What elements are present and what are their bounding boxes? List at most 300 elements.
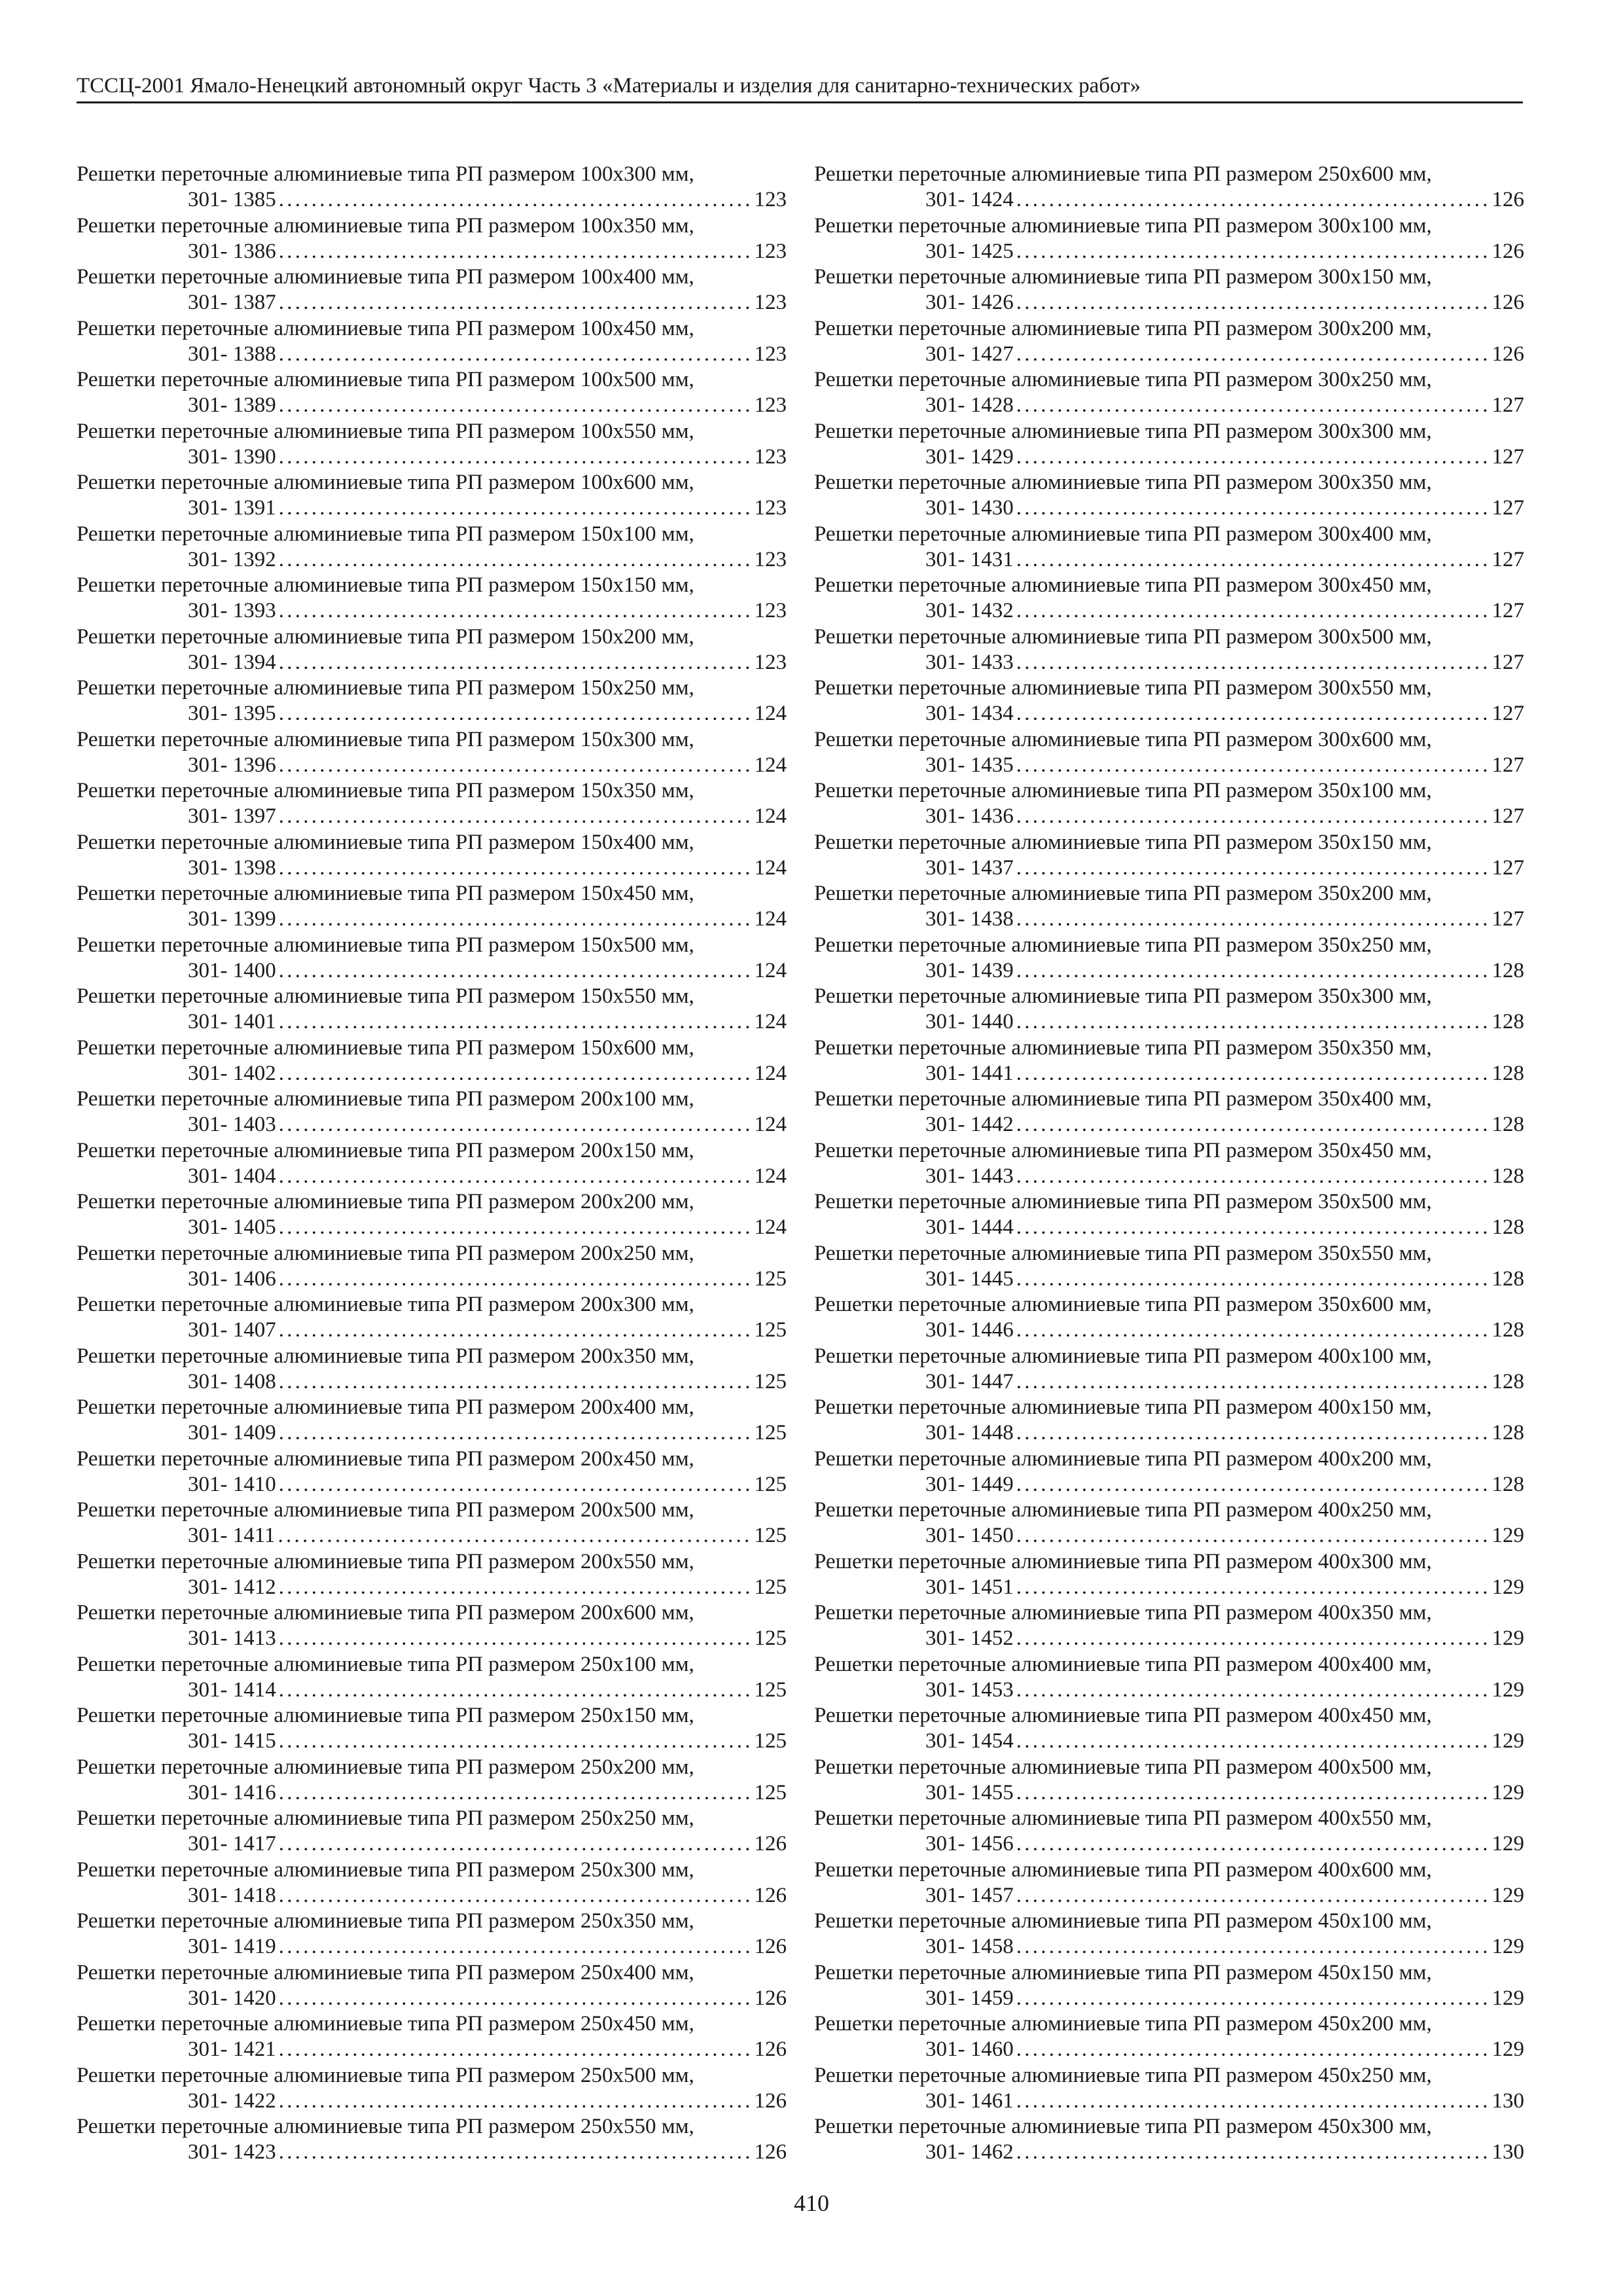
entry-reference-line	[814, 1729, 1524, 1754]
dot-leader	[279, 1420, 752, 1446]
entry-code: 301- 1438	[925, 907, 1014, 931]
entry-reference-line	[814, 1472, 1524, 1498]
entry-page-number: 128	[1491, 1318, 1524, 1342]
entry-page-number: 130	[1491, 2089, 1524, 2113]
dot-leader	[279, 855, 752, 881]
entry-page-number: 129	[1491, 1986, 1524, 2010]
index-entry	[814, 264, 1524, 316]
entry-code: 301- 1391	[188, 496, 276, 520]
entry-page-number: 124	[754, 1215, 787, 1239]
entry-page-number: 128	[1491, 1472, 1524, 1496]
entry-code: 301- 1395	[188, 702, 276, 725]
entry-code: 301- 1393	[188, 599, 276, 622]
entry-page-number: 126	[1491, 188, 1524, 211]
entry-title: Решетки переточные алюминиевые типа РП размером 100x550 мм,	[77, 419, 694, 443]
entry-code: 301- 1427	[925, 342, 1014, 366]
entry-title: Решетки переточные алюминиевые типа РП размером 300x100 мм,	[814, 213, 1432, 238]
entry-title: Решетки переточные алюминиевые типа РП размером 200x450 мм,	[77, 1446, 694, 1471]
entry-page-number: 128	[1491, 1164, 1524, 1188]
dot-leader	[279, 290, 752, 315]
entry-reference-line	[77, 2089, 787, 2114]
entry-title: Решетки переточные алюминиевые типа РП размером 200x600 мм,	[77, 1601, 694, 1624]
entry-title: Решетки переточные алюминиевые типа РП размером 450x100 мм,	[814, 1909, 1432, 1933]
index-entry	[814, 2011, 1524, 2063]
entry-page-number: 124	[754, 804, 787, 828]
entry-code: 301- 1441	[925, 1061, 1014, 1085]
entry-title: Решетки переточные алюминиевые типа РП размером 350x250 мм,	[814, 933, 1432, 957]
dot-leader	[1016, 1009, 1489, 1035]
index-entry	[814, 522, 1524, 573]
index-entry	[814, 984, 1524, 1035]
entry-code: 301- 1417	[188, 1832, 276, 1856]
index-entry	[814, 778, 1524, 830]
entry-reference-line	[77, 1986, 787, 2011]
entry-title: Решетки переточные алюминиевые типа РП размером 350x500 мм,	[814, 1190, 1432, 1213]
entry-page-number: 127	[1491, 702, 1524, 725]
entry-code: 301- 1409	[188, 1421, 276, 1444]
entry-page-number: 128	[1491, 1061, 1524, 1085]
entry-reference-line	[814, 701, 1524, 726]
entry-page-number: 123	[754, 291, 787, 314]
entry-page-number: 124	[754, 1113, 787, 1136]
index-entry	[77, 367, 787, 419]
entry-code: 301- 1423	[188, 2140, 276, 2164]
entry-title: Решетки переточные алюминиевые типа РП размером 300x150 мм,	[814, 265, 1432, 289]
dot-leader	[1016, 1883, 1489, 1909]
dot-leader	[1016, 2140, 1489, 2165]
entry-reference-line	[77, 290, 787, 315]
entry-page-number: 129	[1491, 1524, 1524, 1547]
entry-code: 301- 1452	[925, 1626, 1014, 1650]
entry-title: Решетки переточные алюминиевые типа РП размером 150x200 мм,	[77, 624, 694, 649]
entry-title: Решетки переточные алюминиевые типа РП размером 450x300 мм,	[814, 2115, 1432, 2138]
entry-title: Решетки переточные алюминиевые типа РП размером 200x350 мм,	[77, 1344, 694, 1368]
entry-page-number: 124	[754, 1061, 787, 1085]
entry-reference-line	[814, 2089, 1524, 2114]
entry-page-number: 130	[1491, 2140, 1524, 2164]
entry-title: Решетки переточные алюминиевые типа РП размером 300x450 мм,	[814, 573, 1432, 597]
index-entry	[77, 1241, 787, 1293]
dot-leader	[1016, 1575, 1489, 1600]
dot-leader	[279, 1831, 752, 1857]
entry-code: 301- 1444	[925, 1215, 1014, 1239]
index-entry	[77, 213, 787, 265]
entry-page-number: 127	[1491, 804, 1524, 828]
entry-code: 301- 1400	[188, 958, 276, 982]
entry-reference-line	[77, 1523, 787, 1549]
dot-leader	[1016, 1780, 1489, 1806]
entry-title: Решетки переточные алюминиевые типа РП размером 150x450 мм,	[77, 882, 694, 905]
entry-code: 301- 1426	[925, 291, 1014, 314]
entry-title: Решетки переточные алюминиевые типа РП размером 300x500 мм,	[814, 624, 1432, 649]
entry-title: Решетки переточные алюминиевые типа РП размером 400x450 мм,	[814, 1704, 1432, 1727]
entry-code: 301- 1443	[925, 1164, 1014, 1188]
entry-reference-line	[814, 2140, 1524, 2165]
entry-page-number: 123	[754, 188, 787, 211]
entry-page-number: 127	[1491, 907, 1524, 931]
dot-leader	[279, 1266, 752, 1292]
entry-title: Решетки переточные алюминиевые типа РП размером 100x350 мм,	[77, 213, 694, 238]
entry-reference-line	[814, 444, 1524, 470]
index-entry	[77, 1549, 787, 1601]
dot-leader	[1016, 1729, 1489, 1754]
dot-leader	[279, 1164, 752, 1189]
entry-reference-line	[77, 2140, 787, 2165]
entry-title: Решетки переточные алюминиевые типа РП размером 300x200 мм,	[814, 316, 1432, 340]
entry-reference-line	[77, 906, 787, 932]
entry-reference-line	[77, 444, 787, 470]
entry-title: Решетки переточные алюминиевые типа РП размером 250x300 мм,	[77, 1857, 694, 1882]
index-entry	[77, 1446, 787, 1498]
entry-title: Решетки переточные алюминиевые типа РП размером 150x600 мм,	[77, 1035, 694, 1060]
dot-leader	[279, 1729, 752, 1754]
entry-reference-line	[814, 958, 1524, 984]
entry-title: Решетки переточные алюминиевые типа РП размером 200x300 мм,	[77, 1293, 694, 1316]
index-entry	[814, 830, 1524, 882]
dot-leader	[1016, 1215, 1489, 1240]
dot-leader	[1016, 1266, 1489, 1292]
entry-page-number: 126	[754, 1935, 787, 1958]
index-entry	[814, 1755, 1524, 1806]
index-entry	[77, 1344, 787, 1395]
entry-code: 301- 1428	[925, 393, 1014, 417]
dot-leader	[279, 1061, 752, 1086]
dot-leader	[1016, 804, 1489, 829]
running-header: ТССЦ-2001 Ямало-Ненецкий автономный округ Часть 3 «Материалы и изделия для санитарно-технических работ»	[77, 73, 1523, 103]
entry-reference-line	[77, 1472, 787, 1498]
entry-title: Решетки переточные алюминиевые типа РП размером 200x150 мм,	[77, 1138, 694, 1162]
index-entry	[77, 2114, 787, 2166]
dot-leader	[1016, 1986, 1489, 2011]
page-number: 410	[794, 2190, 829, 2216]
entry-page-number: 124	[754, 702, 787, 725]
dot-leader	[279, 187, 752, 213]
entry-code: 301- 1412	[188, 1575, 276, 1599]
entry-code: 301- 1461	[925, 2089, 1014, 2113]
index-entry	[814, 367, 1524, 419]
entry-title: Решетки переточные алюминиевые типа РП размером 200x400 мм,	[77, 1395, 694, 1419]
entry-reference-line	[77, 1575, 787, 1600]
entry-page-number: 123	[754, 342, 787, 366]
entry-reference-line	[77, 1369, 787, 1395]
entry-code: 301- 1414	[188, 1677, 276, 1702]
entry-code: 301- 1453	[925, 1677, 1014, 1702]
index-entry	[77, 1703, 787, 1755]
dot-leader	[1016, 1626, 1489, 1651]
entry-page-number: 123	[754, 444, 787, 469]
entry-reference-line	[814, 1626, 1524, 1651]
index-entry	[814, 1241, 1524, 1293]
entry-code: 301- 1385	[188, 188, 276, 211]
index-entry	[77, 1960, 787, 2012]
entry-page-number: 124	[754, 907, 787, 931]
entry-code: 301- 1455	[925, 1780, 1014, 1804]
entry-page-number: 129	[1491, 1935, 1524, 1958]
entry-page-number: 129	[1491, 1832, 1524, 1856]
entry-page-number: 128	[1491, 1421, 1524, 1444]
entry-page-number: 126	[754, 2089, 787, 2113]
dot-leader	[1016, 342, 1489, 367]
entry-reference-line	[77, 187, 787, 213]
index-entry	[814, 162, 1524, 213]
entry-page-number: 129	[1491, 1626, 1524, 1650]
entry-reference-line	[814, 650, 1524, 675]
index-entry	[814, 1909, 1524, 1960]
dot-leader	[1016, 1831, 1489, 1857]
index-entry	[77, 881, 787, 933]
entry-title: Решетки переточные алюминиевые типа РП размером 150x550 мм,	[77, 984, 694, 1008]
dot-leader	[1016, 239, 1489, 264]
index-entry	[77, 624, 787, 676]
index-entry	[814, 1857, 1524, 1909]
entry-title: Решетки переточные алюминиевые типа РП размером 300x550 мм,	[814, 676, 1432, 700]
index-entry	[77, 675, 787, 727]
index-entry	[77, 1806, 787, 1857]
entry-code: 301- 1397	[188, 804, 276, 828]
entry-title: Решетки переточные алюминиевые типа РП размером 100x500 мм,	[77, 368, 694, 391]
entry-page-number: 128	[1491, 1266, 1524, 1291]
index-entry	[77, 573, 787, 624]
dot-leader	[1016, 495, 1489, 521]
entry-code: 301- 1456	[925, 1832, 1014, 1856]
index-entry	[77, 933, 787, 984]
entry-reference-line	[814, 239, 1524, 264]
entry-reference-line	[77, 1420, 787, 1446]
entry-page-number: 128	[1491, 1113, 1524, 1136]
entry-title: Решетки переточные алюминиевые типа РП размером 350x600 мм,	[814, 1293, 1432, 1316]
entry-code: 301- 1430	[925, 496, 1014, 520]
entry-title: Решетки переточные алюминиевые типа РП размером 350x550 мм,	[814, 1241, 1432, 1265]
entry-reference-line	[77, 1061, 787, 1086]
entry-code: 301- 1440	[925, 1010, 1014, 1033]
index-entry	[77, 830, 787, 882]
entry-reference-line	[814, 187, 1524, 213]
index-entry	[77, 264, 787, 316]
index-entry	[814, 1189, 1524, 1241]
entry-title: Решетки переточные алюминиевые типа РП размером 350x200 мм,	[814, 882, 1432, 905]
index-entry	[77, 1498, 787, 1549]
entry-reference-line	[77, 958, 787, 984]
entry-reference-line	[77, 1934, 787, 1960]
entry-code: 301- 1386	[188, 239, 276, 263]
entry-code: 301- 1398	[188, 855, 276, 880]
index-entry	[814, 1703, 1524, 1755]
index-entry	[814, 1292, 1524, 1344]
index-entry	[814, 1035, 1524, 1087]
entry-page-number: 125	[754, 1729, 787, 1753]
entry-title: Решетки переточные алюминиевые типа РП размером 200x550 мм,	[77, 1549, 694, 1573]
entry-code: 301- 1448	[925, 1421, 1014, 1444]
entry-page-number: 124	[754, 855, 787, 880]
dot-leader	[279, 1112, 752, 1138]
entry-reference-line	[77, 495, 787, 521]
dot-leader	[279, 1780, 752, 1806]
entry-title: Решетки переточные алюминиевые типа РП размером 350x100 мм,	[814, 779, 1432, 802]
entry-reference-line	[814, 495, 1524, 521]
entry-page-number: 123	[754, 650, 787, 674]
entry-title: Решетки переточные алюминиевые типа РП размером 400x350 мм,	[814, 1601, 1432, 1624]
dot-leader	[1016, 906, 1489, 932]
index-column-left	[77, 162, 787, 2166]
entry-reference-line	[814, 1986, 1524, 2011]
entry-code: 301- 1402	[188, 1061, 276, 1085]
entry-reference-line	[77, 1831, 787, 1857]
entry-title: Решетки переточные алюминиевые типа РП размером 300x300 мм,	[814, 419, 1432, 443]
dot-leader	[279, 753, 752, 778]
entry-code: 301- 1387	[188, 291, 276, 314]
index-entry	[814, 727, 1524, 779]
entry-page-number: 124	[754, 1164, 787, 1188]
entry-title: Решетки переточные алюминиевые типа РП размером 450x150 мм,	[814, 1960, 1432, 1984]
entry-title: Решетки переточные алюминиевые типа РП размером 200x250 мм,	[77, 1241, 694, 1265]
entry-reference-line	[814, 1164, 1524, 1189]
entry-reference-line	[77, 1318, 787, 1343]
entry-page-number: 126	[1491, 239, 1524, 263]
entry-page-number: 125	[754, 1266, 787, 1291]
index-entry	[814, 881, 1524, 933]
entry-page-number: 124	[754, 753, 787, 777]
entry-page-number: 126	[1491, 342, 1524, 366]
dot-leader	[279, 1883, 752, 1909]
entry-title: Решетки переточные алюминиевые типа РП размером 150x400 мм,	[77, 830, 694, 854]
index-entry	[77, 162, 787, 213]
entry-title: Решетки переточные алюминиевые типа РП размером 100x300 мм,	[77, 162, 694, 186]
entry-reference-line	[77, 598, 787, 624]
index-entry	[77, 778, 787, 830]
entry-title: Решетки переточные алюминиевые типа РП размером 250x100 мм,	[77, 1652, 694, 1676]
entry-reference-line	[77, 1112, 787, 1138]
dot-leader	[279, 650, 752, 675]
index-entry	[814, 316, 1524, 368]
entry-code: 301- 1431	[925, 547, 1014, 571]
entry-reference-line	[77, 1266, 787, 1292]
entry-page-number: 126	[1491, 291, 1524, 314]
entry-code: 301- 1399	[188, 907, 276, 931]
entry-title: Решетки переточные алюминиевые типа РП размером 150x150 мм,	[77, 573, 694, 597]
entry-page-number: 126	[754, 2140, 787, 2164]
entry-code: 301- 1447	[925, 1369, 1014, 1393]
dot-leader	[279, 1215, 752, 1240]
dot-leader	[1016, 598, 1489, 624]
entry-code: 301- 1390	[188, 444, 276, 469]
dot-leader	[279, 1009, 752, 1035]
entry-code: 301- 1435	[925, 753, 1014, 777]
entry-page-number: 128	[1491, 1369, 1524, 1393]
index-entry	[77, 1652, 787, 1704]
dot-leader	[279, 1472, 752, 1498]
entry-title: Решетки переточные алюминиевые типа РП размером 300x250 мм,	[814, 368, 1432, 391]
entry-code: 301- 1411	[188, 1524, 276, 1547]
index-entry	[814, 2063, 1524, 2115]
entry-code: 301- 1429	[925, 444, 1014, 469]
entry-reference-line	[77, 1215, 787, 1240]
dot-leader	[279, 1575, 752, 1600]
entry-reference-line	[814, 1215, 1524, 1240]
dot-leader	[279, 804, 752, 829]
entry-title: Решетки переточные алюминиевые типа РП размером 250x400 мм,	[77, 1960, 694, 1984]
entry-title: Решетки переточные алюминиевые типа РП размером 400x150 мм,	[814, 1395, 1432, 1419]
index-entry	[77, 1755, 787, 1806]
entry-page-number: 127	[1491, 393, 1524, 417]
entry-code: 301- 1394	[188, 650, 276, 674]
entry-page-number: 123	[754, 496, 787, 520]
entry-code: 301- 1389	[188, 393, 276, 417]
entry-title: Решетки переточные алюминиевые типа РП размером 200x200 мм,	[77, 1190, 694, 1213]
entry-title: Решетки переточные алюминиевые типа РП размером 200x500 мм,	[77, 1498, 694, 1522]
dot-leader	[1016, 393, 1489, 418]
index-entry	[77, 2063, 787, 2115]
entry-reference-line	[77, 2037, 787, 2062]
entry-code: 301- 1425	[925, 239, 1014, 263]
dot-leader	[1016, 1061, 1489, 1086]
entry-reference-line	[77, 650, 787, 675]
entry-page-number: 129	[1491, 1575, 1524, 1599]
dot-leader	[279, 701, 752, 726]
dot-leader	[279, 444, 752, 470]
dot-leader	[279, 393, 752, 418]
index-entry	[77, 470, 787, 522]
dot-leader	[1016, 753, 1489, 778]
entry-page-number: 123	[754, 393, 787, 417]
dot-leader	[1016, 2089, 1489, 2114]
entry-code: 301- 1408	[188, 1369, 276, 1393]
dot-leader	[279, 1369, 752, 1395]
index-entry	[77, 1857, 787, 1909]
entry-title: Решетки переточные алюминиевые типа РП размером 400x100 мм,	[814, 1344, 1432, 1368]
entry-code: 301- 1442	[925, 1113, 1014, 1136]
entry-title: Решетки переточные алюминиевые типа РП размером 250x250 мм,	[77, 1806, 694, 1830]
entry-code: 301- 1459	[925, 1986, 1014, 2010]
dot-leader	[1016, 547, 1489, 573]
entry-page-number: 124	[754, 1010, 787, 1033]
entry-reference-line	[77, 855, 787, 881]
dot-leader	[279, 1934, 752, 1960]
index-entry	[814, 2114, 1524, 2166]
entry-reference-line	[814, 1523, 1524, 1549]
index-entry	[77, 1189, 787, 1241]
entry-code: 301- 1418	[188, 1883, 276, 1907]
index-entry	[77, 316, 787, 368]
dot-leader	[1016, 1677, 1489, 1703]
entry-reference-line	[77, 753, 787, 778]
entry-code: 301- 1407	[188, 1318, 276, 1342]
entry-reference-line	[814, 547, 1524, 573]
entry-title: Решетки переточные алюминиевые типа РП размером 350x300 мм,	[814, 984, 1432, 1008]
entry-title: Решетки переточные алюминиевые типа РП размером 400x250 мм,	[814, 1498, 1432, 1522]
entry-title: Решетки переточные алюминиевые типа РП размером 400x500 мм,	[814, 1755, 1432, 1779]
entry-reference-line	[77, 1729, 787, 1754]
entry-code: 301- 1416	[188, 1780, 276, 1804]
entry-page-number: 126	[754, 1883, 787, 1907]
index-entry	[77, 1600, 787, 1652]
index-entry	[77, 1395, 787, 1446]
entry-page-number: 129	[1491, 1780, 1524, 1804]
entry-reference-line	[814, 1677, 1524, 1703]
index-entry	[814, 1344, 1524, 1395]
index-entry	[77, 522, 787, 573]
entry-title: Решетки переточные алюминиевые типа РП размером 150x350 мм,	[77, 779, 694, 802]
entry-reference-line	[77, 1164, 787, 1189]
entry-reference-line	[814, 906, 1524, 932]
entry-reference-line	[814, 1112, 1524, 1138]
index-entry	[814, 1086, 1524, 1138]
dot-leader	[279, 1626, 752, 1651]
entry-reference-line	[77, 393, 787, 418]
dot-leader	[279, 2037, 752, 2062]
index-entry	[814, 1446, 1524, 1498]
entry-reference-line	[814, 1780, 1524, 1806]
entry-reference-line	[814, 1883, 1524, 1909]
